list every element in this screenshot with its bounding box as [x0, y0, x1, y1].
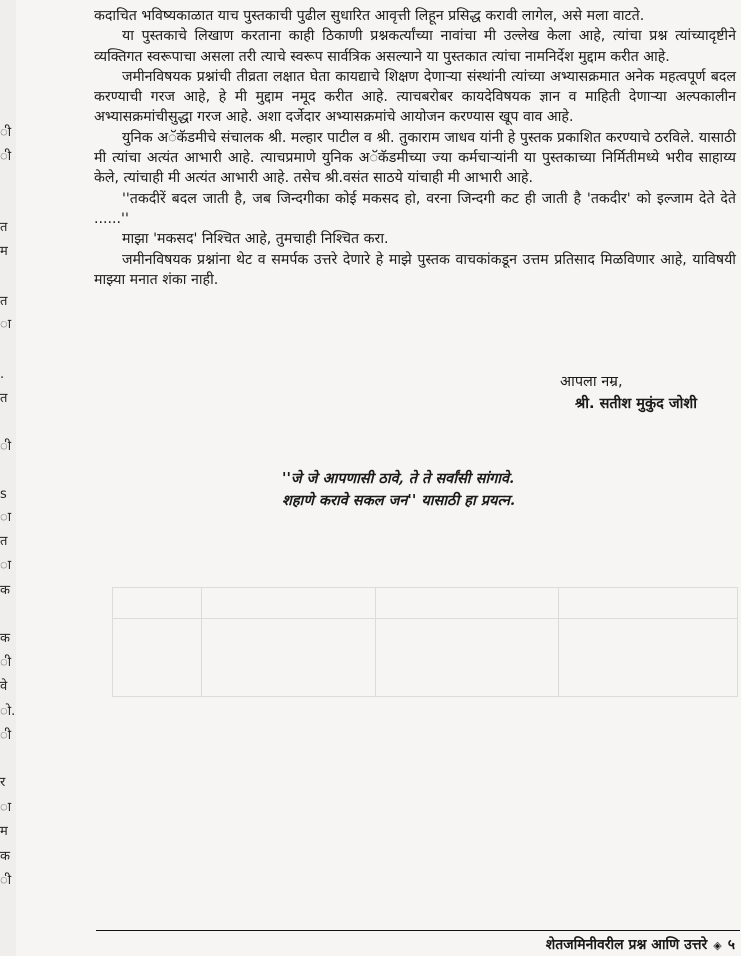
margin-fragment: ी [0, 125, 12, 140]
quote-line: ''जे जे आपणासी ठावे, ते ते सर्वांसी सांगावे. [282, 470, 515, 487]
quote-paragraph: ''तकदीरें बदल जाती है, जब जिन्दगीका कोई मकसद हो, वरना जिन्दगी कट ही जाती है 'तकदीर' को इल्जाम देते देते ......'' [94, 190, 736, 227]
margin-fragment: ो. [0, 704, 16, 719]
page-number: ५ [727, 937, 735, 953]
paragraph: युनिक अॅकॅडमीचे संचालक श्री. मल्हार पाटील व श्री. तुकाराम जाधव यांनी हे पुस्तक प्रकाशित करण्याचे ठरविले. यासाठी मी त्यांचा अत्यंत आभारी आहे. त्याचप्रमाणे युनिक अॅकॅडमीच्या ज्या कर्मचाऱ्यांनी या पुस्तकाच्या निर्मितीमध्ये भरीव साहाय्य केले, त्यांचाही मी अत्यंत आभारी आहे. तसेच श्री.वसंत साठये यांचाही मी आभारी आहे. [94, 129, 736, 187]
signoff: आपला नम्र, [560, 374, 623, 390]
margin-fragment: ा [0, 800, 12, 815]
margin-fragment: म [0, 824, 8, 839]
margin-fragment: ी [0, 655, 12, 670]
author-signature: श्री. सतीश मुकुंद जोशी [575, 396, 697, 412]
margin-fragment: त [0, 534, 8, 549]
margin-fragment: ी [0, 149, 12, 164]
margin-fragment: क [0, 849, 10, 864]
footer-divider [96, 930, 740, 931]
footer-book-title: शेतजमिनीवरील प्रश्न आणि उत्तरे [545, 937, 708, 953]
closing-quote [282, 468, 612, 512]
paragraph: जमीनविषयक प्रश्नांना थेट व समर्पक उत्तरे देणारे हे माझे पुस्तक वाचकांकडून उत्तम प्रतिसाद मिळविणार आहे, याविषयी माझ्या मनात शंका नाही. [94, 251, 736, 288]
paragraph: जमीनविषयक प्रश्नांची तीव्रता लक्षात घेता कायद्याचे शिक्षण देणाऱ्या संस्थांनी त्यांच्या अभ्यासक्रमात अनेक महत्वपूर्ण बदल करण्याची गरज आहे, हे मी मुद्दाम नमूद करीत आहे. त्याचबरोबर कायदेविषयक ज्ञान व माहिती देणाऱ्या अल्पकालीन अभ्यासक्रमांचीसुद्धा गरज आहे. अशा दर्जेदार अभ्यासक्रमांचे आयोजन करण्यास खूप वाव आहे. [94, 68, 736, 126]
page-footer [546, 935, 735, 954]
margin-fragment: र [0, 775, 6, 790]
margin-fragment: त [0, 391, 8, 406]
margin-fragment: क [0, 583, 10, 598]
margin-fragment: ा [0, 317, 12, 332]
diamond-icon: ◈ [713, 939, 722, 952]
preface-body [94, 6, 736, 290]
quote-line: शहाणे करावे सकल जन'' यासाठी हा प्रयत्न. [282, 492, 515, 509]
margin-fragment: म [0, 244, 8, 259]
left-page-edge [0, 0, 16, 956]
margin-fragment: ी [0, 873, 12, 888]
margin-fragment: . [0, 367, 5, 382]
paragraph: माझा 'मकसद' निश्चित आहे, तुमचाही निश्चित करा. [122, 231, 389, 248]
margin-fragment: ी [0, 439, 12, 454]
margin-fragment: क [0, 631, 10, 646]
margin-fragment: त [0, 294, 8, 309]
margin-fragment: त [0, 220, 8, 235]
bleed-through-table [112, 587, 738, 697]
margin-fragment: ा [0, 510, 12, 525]
margin-fragment: ा [0, 558, 12, 573]
margin-fragment: ी [0, 728, 12, 743]
paragraph: कदाचित भविष्यकाळात याच पुस्तकाची पुढील सुधारित आवृत्ती लिहून प्रसिद्ध करावी लागेल, असे मला वाटते. [94, 8, 645, 24]
margin-fragment: वे [0, 679, 8, 694]
margin-fragment: s [0, 487, 7, 502]
paragraph: या पुस्तकाचे लिखाण करताना काही ठिकाणी प्रश्नकर्त्यांच्या नावांचा मी उल्लेख केला आहे, त्यांचा प्रश्न त्यांच्यादृष्टीने व्यक्तिगत स्वरूपाचा असला तरी त्याचे स्वरूप सार्वत्रिक असल्याने या पुस्तकात त्यांचा नामनिर्देश मुद्दाम करीत आहे. [94, 28, 736, 65]
